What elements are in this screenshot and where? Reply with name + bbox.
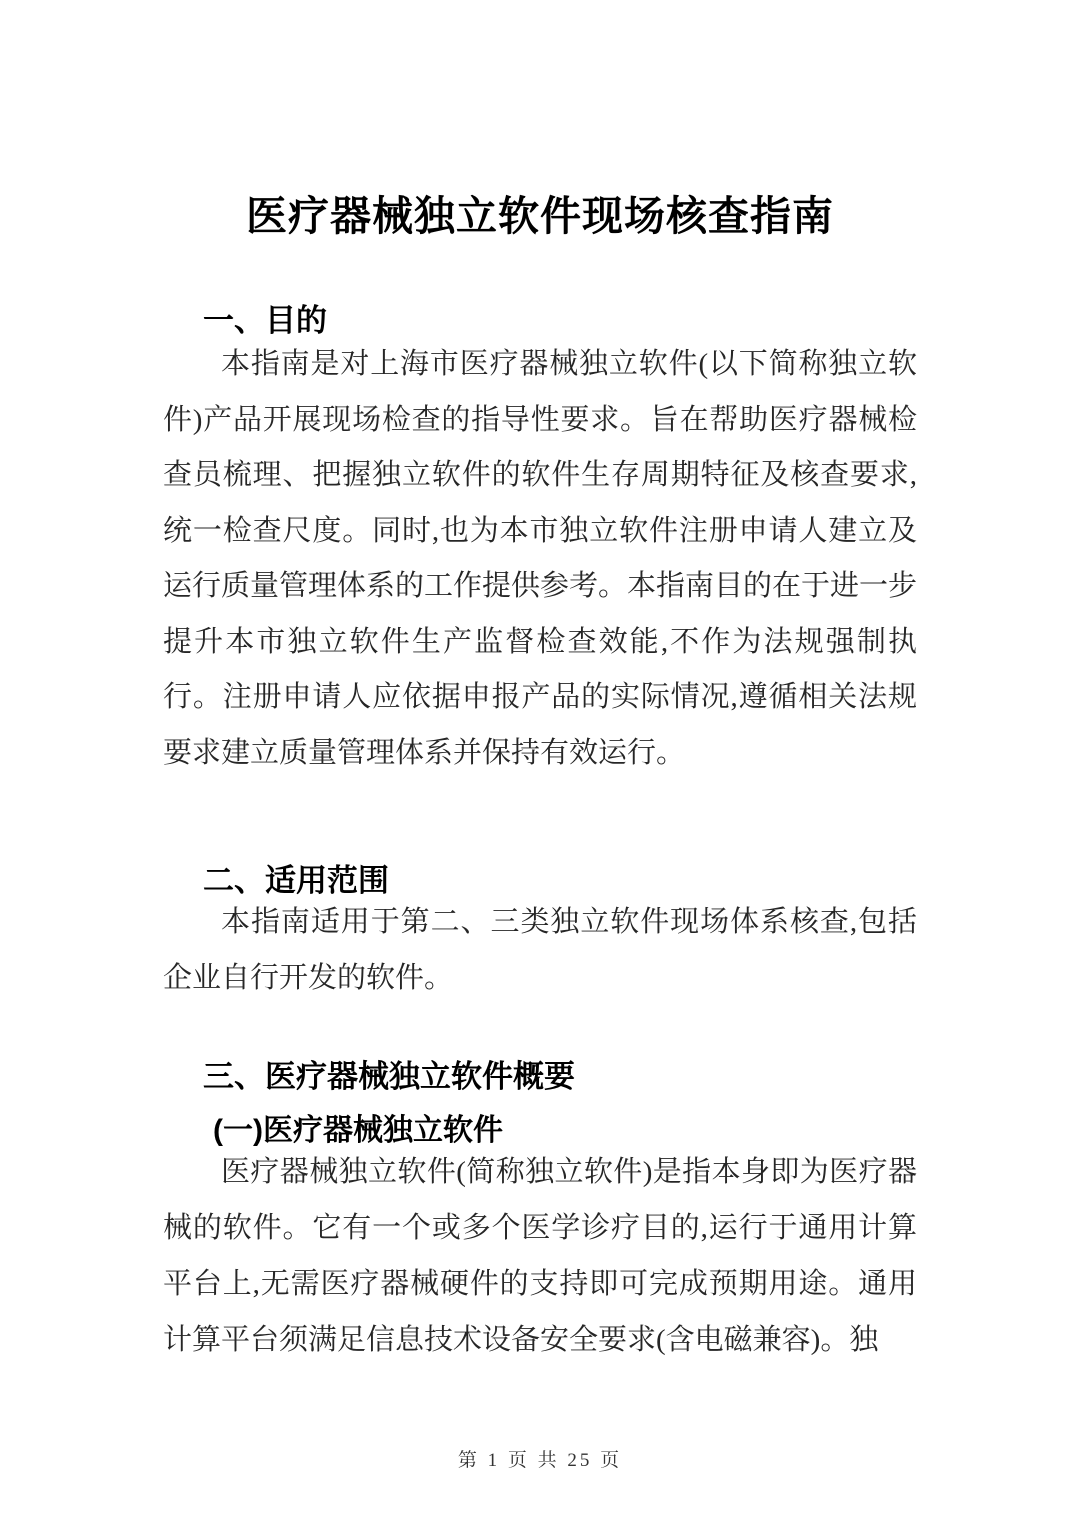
document-title: 医疗器械独立软件现场核查指南 xyxy=(246,193,834,239)
section-1-heading: 一、目的 xyxy=(203,303,327,338)
section-3-paragraph: 医疗器械独立软件(简称独立软件)是指本身即为医疗器械的软件。它有一个或多个医学诊疗目的,运行于通用计算平台上,无需医疗器械硬件的支持即可完成预期用途。通用计算平台须满足信息技术设备安全要求(含电磁兼容)。独 xyxy=(163,1156,917,1356)
section-3-heading: 三、医疗器械独立软件概要 xyxy=(203,1059,575,1094)
section-2-paragraph: 本指南适用于第二、三类独立软件现场体系核查,包括企业自行开发的软件。 xyxy=(163,906,917,994)
section-1-paragraph: 本指南是对上海市医疗器械独立软件(以下简称独立软件)产品开展现场检查的指导性要求。旨在帮助医疗器械检查员梳理、把握独立软件的软件生存周期特征及核查要求,统一检查尺度。同时,也为本市独立软件注册申请人建立及运行质量管理体系的工作提供参考。本指南目的在于进一步提升本市独立软件生产监督检查效能,不作为法规强制执行。注册申请人应依据申报产品的实际情况,遵循相关法规要求建立质量管理体系并保持有效运行。 xyxy=(163,348,918,769)
section-2-heading: 二、适用范围 xyxy=(203,863,389,898)
page-number-footer: 第 1 页 共 25 页 xyxy=(457,1450,623,1471)
section-3-subheading: (一)医疗器械独立软件 xyxy=(213,1114,503,1147)
